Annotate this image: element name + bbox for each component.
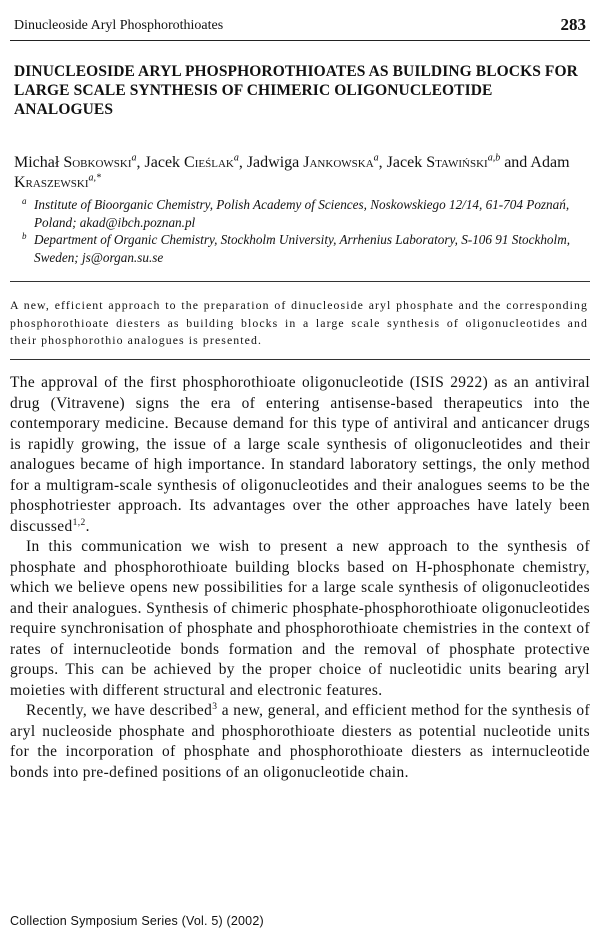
paragraph: In this communication we wish to present a new approach to the synthesis of phosphate and phosphorothioate building blocks based on H-phosphonate chemistry, which we believe opens new possibilities for a large scale synthesis of oligonucleotides and their analogues. Synthesis of chimeric phosphate-phosphorothioate oligonucleotides require synchronisation of phosphate and phosphorothioate chemistries in the context of rates of internucleotide bonds formation and the removal of phosphate protective groups. This can be achieved by the proper choice of nucleotidic units bearing aryl moieties with different structural and electronic features. [10, 538, 590, 699]
author-list: Michał Sobkowski$^a$, Jacek Cieślak$^a$, Jadwiga Jankowska$^a$, Jacek Stawiński$^{a,b}$ and Adam Kraszewski$^{a,*}$ [14, 152, 570, 191]
author: Jacek Stawiński$^{a,b}$ [386, 152, 501, 171]
running-head-title: Dinucleoside Aryl Phosphorothioates [14, 18, 224, 33]
author: Jadwiga Jankowska$^a$ [246, 152, 379, 171]
paragraph: Recently, we have described$^3$ a new, general, and efficient method for the synthesis of aryl nucleoside phosphate and phosphorothioate diesters as potential nucleotide units for the incorporation of phosphate and phosphorothioate diesters as internucleotide bonds into pre-defined positions of an oligonucleotide chain. [10, 701, 590, 781]
running-head [14, 14, 586, 38]
affiliation-a [24, 196, 589, 231]
author: Adam Kraszewski$^{a,*}$ [14, 154, 570, 191]
citation-ref: 3 [212, 701, 218, 712]
citation-ref: 1,2 [72, 517, 86, 528]
affiliation-mark: a [22, 196, 27, 206]
affiliation-text: Department of Organic Chemistry, Stockholm University, Arrhenius Laboratory, S-106 91 Stockholm, Sweden; js@organ.su.se [34, 232, 571, 265]
page-number: 283 [560, 15, 586, 34]
article-title: DINUCLEOSIDE ARYL PHOSPHOROTHIOATES AS BUILDING BLOCKS FOR LARGE SCALE SYNTHESIS OF CHIMERIC OLIGONUCLEOTIDE ANALOGUES [14, 63, 578, 118]
affiliation-text: Institute of Bioorganic Chemistry, Polish Academy of Sciences, Noskowskiego 12/14, 61-704 Poznań, Poland; akad@ibch.poznan.pl [34, 197, 570, 230]
abstract: A new, efficient approach to the preparation of dinucleoside aryl phosphate and the corresponding phosphorothioate diesters as building blocks in a large scale synthesis of oligonucleotides and their phosphorothio analogues is presented. [10, 298, 588, 347]
paragraph: The approval of the first phosphorothioate oligonucleotide (ISIS 2922) as an antiviral drug (Vitravene) signs the era of entering antisense-based therapeutics into the contemporary medicine. Because demand for this type of antiviral and anticancer drugs is rapidly growing, the issue of a large scale synthesis of oligonucleotides and their analogues became of high importance. In standard laboratory settings, the only method for a multigram-scale synthesis of oligonucleotides and their analogues seems to be the phosphotriester approach. Its advantages over the other approaches have lately been discussed$^{1,2}$. [10, 374, 590, 535]
abstract-rule-top [10, 281, 590, 282]
header-rule [10, 40, 590, 41]
affiliation-mark: b [22, 231, 27, 241]
body-text [10, 373, 590, 783]
abstract-rule-bottom [10, 359, 590, 360]
author: Jacek Cieślak$^a$ [144, 152, 239, 171]
affiliation-b [24, 231, 589, 266]
footer-citation: Collection Symposium Series (Vol. 5) (2002) [10, 914, 264, 928]
author: Michał Sobkowski$^a$ [14, 152, 137, 171]
